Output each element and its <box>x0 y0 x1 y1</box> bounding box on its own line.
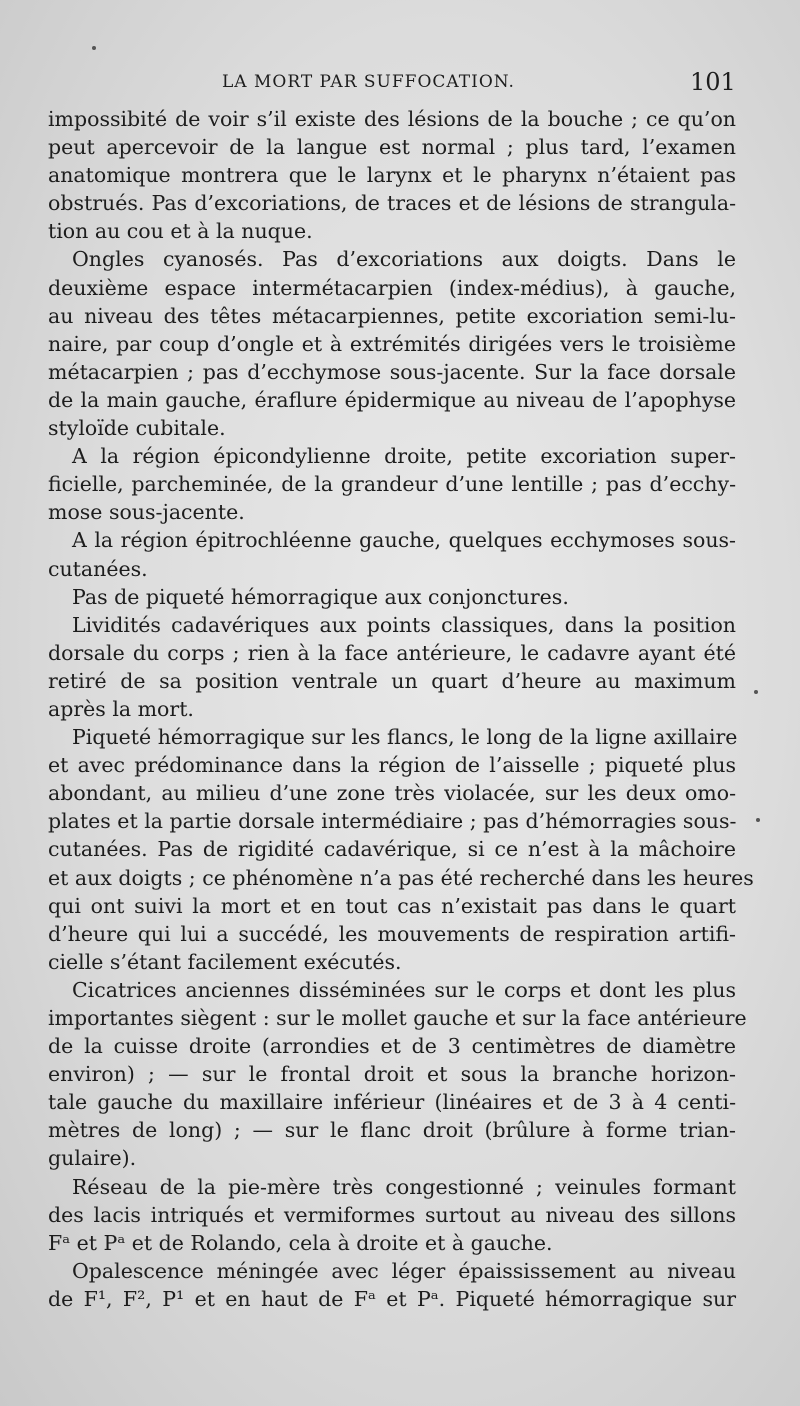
text-line: tale gauche du maxillaire inférieur (linéaires et de 3 à 4 centi- <box>48 1090 736 1115</box>
text-line: Ongles cyanosés. Pas d’excoriations aux doigts. Dans le <box>72 247 736 272</box>
text-line: dorsale du corps ; rien à la face antérieure, le cadavre ayant été <box>48 640 736 665</box>
text-line: qui ont suivi la mort et en tout cas n’existait pas dans le quart <box>48 893 736 918</box>
text-line: importantes siègent : sur le mollet gauche et sur la face antérieure <box>48 1006 747 1030</box>
text-line: A la région épicondylienne droite, petite excoriation super- <box>72 444 736 469</box>
text-line: Pas de piqueté hémorragique aux conjonctures. <box>72 584 569 609</box>
text-line: Opalescence méningée avec léger épaississement au niveau <box>72 1258 736 1283</box>
text-line: au niveau des têtes métacarpiennes, petite excoriation semi-lu- <box>48 303 736 328</box>
text-line: A la région épitrochléenne gauche, quelques ecchymoses sous- <box>72 528 736 553</box>
text-line: retiré de sa position ventrale un quart d’heure au maximum <box>48 668 736 693</box>
text-line: de F¹, F², P¹ et en haut de Fᵃ et Pᵃ. Piqueté hémorragique sur <box>48 1286 736 1311</box>
text-line: de la cuisse droite (arrondies et de 3 centimètres de diamètre <box>48 1034 736 1059</box>
text-line: abondant, au milieu d’une zone très violacée, sur les deux omo- <box>48 781 736 806</box>
text-line: après la mort. <box>48 696 194 721</box>
text-line: métacarpien ; pas d’ecchymose sous-jacente. Sur la face dorsale <box>48 359 736 384</box>
text-line: mose sous-jacente. <box>48 500 245 525</box>
text-line: naire, par coup d’ongle et à extrémités dirigées vers le troisième <box>48 331 736 356</box>
text-line: styloïde cubitale. <box>48 416 226 441</box>
text-line: ficielle, parcheminée, de la grandeur d’une lentille ; pas d’ecchy- <box>48 472 736 497</box>
print-speck <box>754 690 758 694</box>
running-head <box>0 68 800 104</box>
text-line: Piqueté hémorragique sur les flancs, le long de la ligne axillaire <box>72 725 738 750</box>
text-line: peut apercevoir de la langue est normal ; plus tard, l’examen <box>48 135 736 160</box>
text-line: Lividités cadavériques aux points classiques, dans la position <box>72 612 736 637</box>
text-line: obstrués. Pas d’excoriations, de traces et de lésions de strangula- <box>48 191 736 216</box>
text-line: mètres de long) ; — sur le flanc droit (brûlure à forme trian- <box>48 1118 736 1143</box>
text-line: cutanées. Pas de rigidité cadavérique, si ce n’est à la mâchoire <box>48 837 736 862</box>
text-line: gulaire). <box>48 1146 137 1171</box>
text-line: anatomique montrera que le larynx et le pharynx n’étaient pas <box>48 163 736 188</box>
text-line: et avec prédominance dans la région de l’aisselle ; piqueté plus <box>48 753 736 778</box>
text-line: des lacis intriqués et vermiformes surtout au niveau des sillons <box>48 1202 736 1227</box>
text-line: cielle s’étant facilement exécutés. <box>48 949 402 974</box>
text-line: Cicatrices anciennes disséminées sur le corps et dont les plus <box>72 977 736 1002</box>
text-line: de la main gauche, éraflure épidermique au niveau de l’apophyse <box>48 387 736 412</box>
text-line: deuxième espace intermétacarpien (index-médius), à gauche, <box>48 275 736 300</box>
body-text <box>48 105 754 1313</box>
text-line: environ) ; — sur le frontal droit et sous la branche horizon- <box>48 1062 736 1087</box>
print-speck <box>92 46 96 50</box>
text-line: et aux doigts ; ce phénomène n’a pas été recherché dans les heures <box>48 865 754 890</box>
page-number: 101 <box>690 68 736 96</box>
text-line: tion au cou et à la nuque. <box>48 219 313 244</box>
text-line: Réseau de la pie-mère très congestionné ; veinules formant <box>72 1174 736 1199</box>
text-line: cutanées. <box>48 556 148 581</box>
running-title: LA MORT PAR SUFFOCATION. <box>222 72 515 92</box>
text-line: Fᵃ et Pᵃ et de Rolando, cela à droite et à gauche. <box>48 1230 553 1255</box>
text-line: d’heure qui lui a succédé, les mouvements de respiration artifi- <box>48 921 736 946</box>
text-line: plates et la partie dorsale intermédiaire ; pas d’hémorragies sous- <box>48 809 737 834</box>
print-speck <box>756 818 760 822</box>
text-line: impossibité de voir s’il existe des lésions de la bouche ; ce qu’on <box>48 107 736 131</box>
